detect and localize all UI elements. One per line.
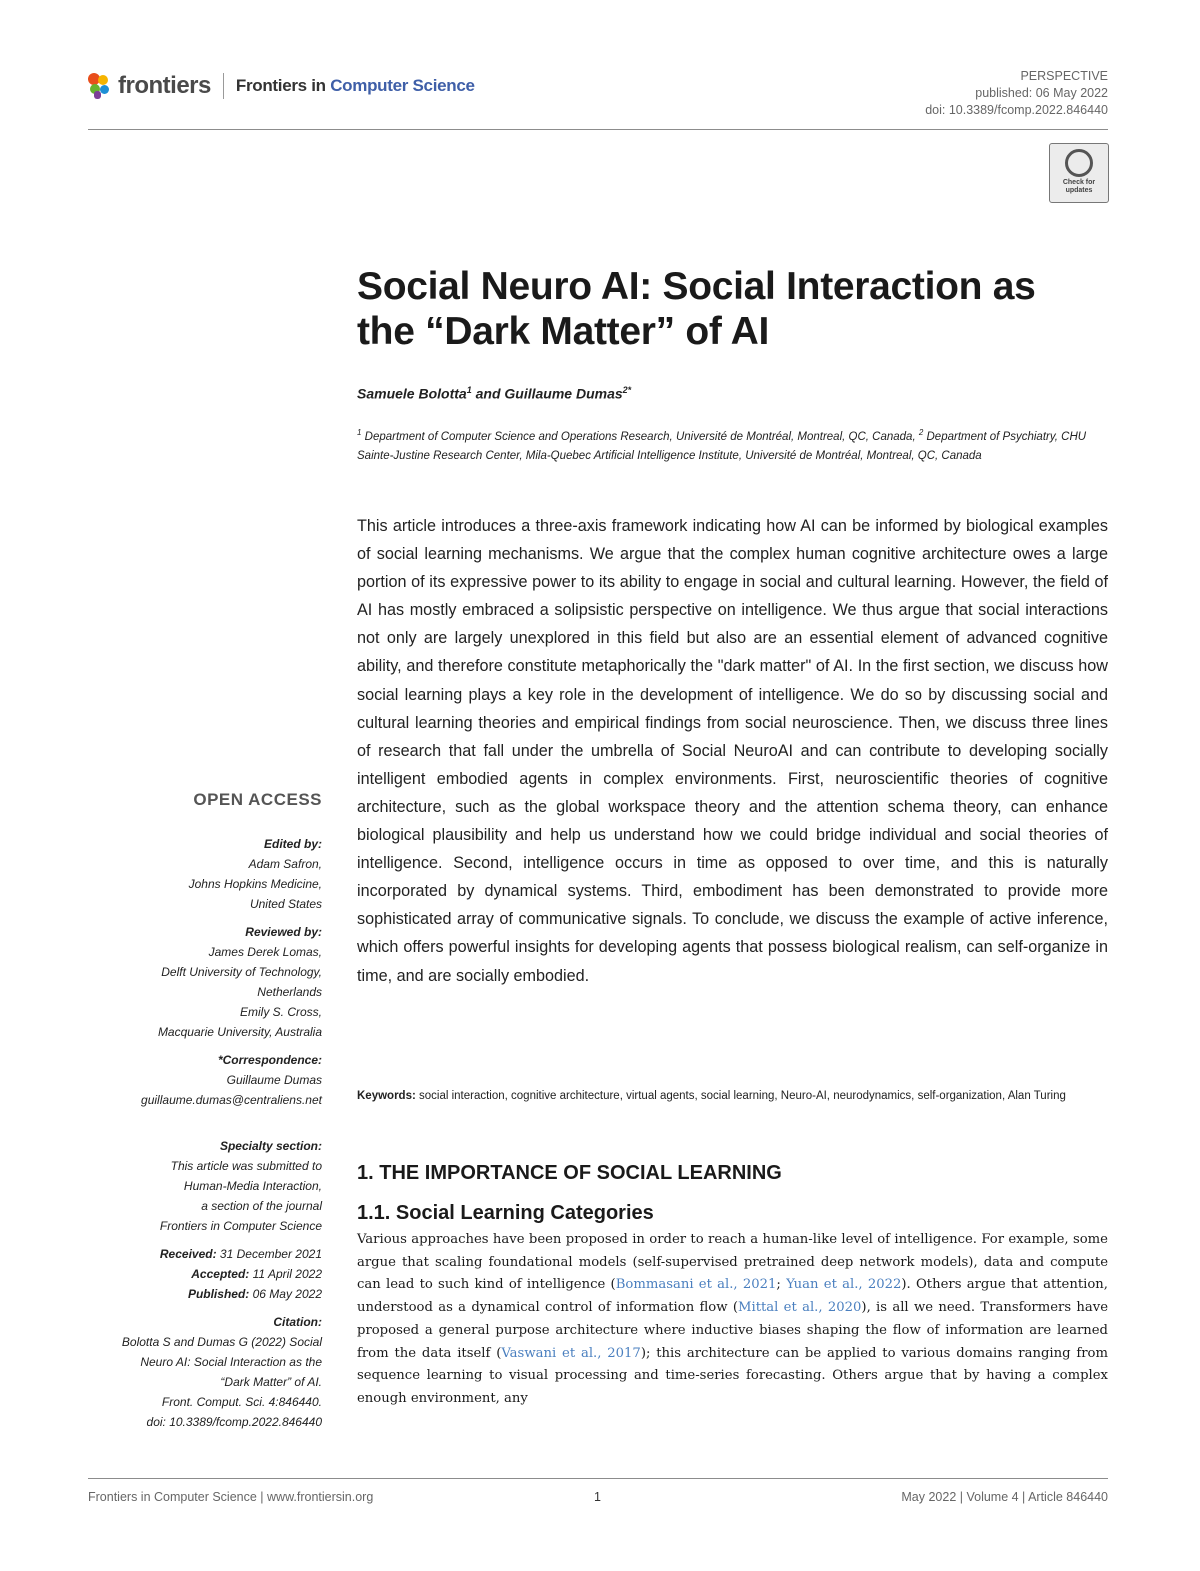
body-text: ;	[776, 1277, 787, 1293]
dates-block	[62, 1244, 322, 1304]
citation-label: Citation:	[273, 1315, 322, 1329]
citation-link[interactable]: Mittal et al., 2020	[737, 1300, 862, 1316]
body-text: ); this architecture can be applied to various domains ranging from sequence learning to visual processing and time-series forecasting. Others argue that by having a complex enough environment, any	[357, 1345, 1109, 1406]
specialty-line: This article was submitted to	[170, 1159, 322, 1173]
received-date	[62, 1244, 322, 1264]
citation-doi[interactable]: doi: 10.3389/fcomp.2022.846440	[146, 1415, 322, 1429]
citation-link[interactable]: Vaswani et al., 2017	[501, 1345, 641, 1361]
title-line-2: the “Dark Matter” of AI	[357, 310, 770, 353]
reviewer-name: Emily S. Cross,	[239, 1005, 322, 1019]
citation-block	[62, 1312, 322, 1432]
footer-divider	[88, 1478, 1108, 1479]
published-date-side	[62, 1284, 322, 1304]
specialty-line: Frontiers in Computer Science	[159, 1219, 322, 1233]
citation-link[interactable]: Yuan et al., 2022	[786, 1277, 902, 1293]
journal-name[interactable]	[236, 76, 475, 96]
title-line-1: Social Neuro AI: Social Interaction as	[357, 265, 1036, 308]
affiliations	[357, 423, 1109, 466]
article-meta	[925, 68, 1108, 119]
affiliation-sup: 2	[918, 428, 924, 437]
subsection-heading: 1.1. Social Learning Categories	[357, 1202, 654, 1224]
body-text: ), is all we need. Transformers have proposed a general purpose architecture where inductive biases shaping the flow of information are learned from the data itself (	[357, 1300, 1109, 1361]
page-header	[88, 68, 1108, 130]
accepted-label: Accepted:	[191, 1267, 250, 1281]
reviewed-by-block	[62, 922, 322, 1042]
specialty-section-label: Specialty section:	[219, 1139, 322, 1153]
author-name[interactable]: Samuele Bolotta	[357, 385, 467, 402]
article-type: PERSPECTIVE	[1020, 69, 1108, 83]
open-access-label: OPEN ACCESS	[193, 790, 322, 809]
footer-journal-link[interactable]: Frontiers in Computer Science | www.frontiersin.org	[88, 1490, 374, 1504]
received-label: Received:	[159, 1247, 217, 1261]
journal-prefix: Frontiers in	[235, 76, 331, 95]
editor-affiliation: Johns Hopkins Medicine,	[188, 877, 322, 891]
citation-line: Neuro AI: Social Interaction as the	[140, 1355, 322, 1369]
editor-name: Adam Safron,	[248, 857, 322, 871]
published-label: Published:	[187, 1287, 250, 1301]
correspondence-label: *Correspondence:	[217, 1053, 322, 1067]
body-text: ). Others argue that attention, understood as a dynamical control of information flow (	[357, 1277, 1108, 1316]
logo-divider	[223, 73, 224, 99]
author-affiliation-sup: 1	[466, 385, 472, 395]
specialty-line: a section of the journal	[201, 1199, 322, 1213]
citation-line: Front. Comput. Sci. 4:846440.	[161, 1395, 322, 1409]
specialty-line: Human-Media Interaction,	[183, 1179, 322, 1193]
check-for-updates-badge[interactable]	[1049, 143, 1109, 203]
check-for-updates-label: Check for updates	[1062, 179, 1096, 194]
frontiers-wordmark: frontiers	[118, 72, 211, 99]
edited-by-block	[62, 834, 322, 914]
footer-issue-info: May 2022 | Volume 4 | Article 846440	[901, 1490, 1108, 1504]
frontiers-logo-icon	[88, 73, 112, 99]
frontiers-logo[interactable]	[88, 72, 475, 100]
author-name[interactable]: Guillaume Dumas	[504, 385, 623, 402]
citation-line: Bolotta S and Dumas G (2022) Social	[121, 1335, 322, 1349]
article-title	[357, 264, 1117, 354]
editor-country: United States	[249, 897, 322, 911]
reviewer-name: James Derek Lomas,	[208, 945, 322, 959]
affiliation-2: Department of Psychiatry, CHU Sainte-Justine Research Center, Mila-Quebec Artificial Intelligence Institute, Université de Montréal, Montreal, QC, Canada	[357, 430, 1087, 462]
keywords-label: Keywords:	[357, 1090, 416, 1102]
published-date: published: 06 May 2022	[975, 86, 1108, 100]
reviewed-by-label: Reviewed by:	[245, 925, 322, 939]
keywords	[357, 1086, 1108, 1106]
reviewer-affiliation: Macquarie University, Australia	[157, 1025, 322, 1039]
affiliation-sup: 1	[357, 428, 362, 437]
citation-line: “Dark Matter” of AI.	[220, 1375, 322, 1389]
received-value: 31 December 2021	[216, 1247, 322, 1261]
author-list	[357, 385, 631, 402]
accepted-date	[62, 1264, 322, 1284]
citation-link[interactable]: Bommasani et al., 2021	[615, 1277, 777, 1293]
reviewer-country: Netherlands	[257, 985, 322, 999]
article-doi[interactable]: doi: 10.3389/fcomp.2022.846440	[925, 103, 1108, 117]
author-separator: and	[471, 385, 505, 402]
correspondence-email[interactable]: guillaume.dumas@centraliens.net	[141, 1093, 322, 1107]
reviewer-affiliation: Delft University of Technology,	[161, 965, 322, 979]
body-text: Various approaches have been proposed in order to reach a human-like level of intelligence. For example, some argue that scaling foundational models (self-supervised pretrained deep network models), data and compute can lead to such kind of intelligence (	[357, 1232, 1108, 1293]
correspondence-block	[62, 1050, 322, 1110]
page-number: 1	[594, 1490, 601, 1504]
check-for-updates-icon	[1065, 149, 1093, 177]
section-heading: 1. THE IMPORTANCE OF SOCIAL LEARNING	[357, 1162, 782, 1184]
specialty-section-block	[62, 1136, 322, 1236]
author-affiliation-sup: 2*	[622, 385, 632, 395]
body-paragraph	[357, 1229, 1108, 1411]
accepted-value: 11 April 2022	[249, 1267, 322, 1281]
journal-name-accent: Computer Science	[330, 76, 475, 95]
header-divider	[88, 129, 1108, 130]
abstract: This article introduces a three-axis framework indicating how AI can be informed by biological examples of social learning mechanisms. We argue that the complex human cognitive architecture owes a large portion of its expressive power to its ability to engage in social and cultural learning. However, the field of AI has mostly embraced a solipsistic perspective on intelligence. We thus argue that social interactions not only are largely unexplored in this field but also are an essential element of advanced cognitive ability, and therefore constitute metaphorically the "dark matter" of AI. In the first section, we discuss how social learning plays a key role in the development of intelligence. We do so by discussing social and cultural learning theories and empirical findings from social neuroscience. Then, we discuss three lines of research that fall under the umbrella of Social NeuroAI and can contribute to developing socially intelligent embodied agents in complex environments. First, neuroscientific theories of cognitive architecture, such as the global workspace theory and the attention schema theory, can enhance biological plausibility and help us understand how we could bridge individual and social theories of intelligence. Second, intelligence occurs in time as opposed to over time, and this is naturally incorporated by dynamical systems. Third, embodiment has been demonstrated to provide more sophisticated array of communicative signals. To conclude, we discuss the example of active inference, which offers powerful insights for developing agents that possess biological realism, can self-organize in time, and are socially embodied.	[357, 517, 1108, 985]
keywords-list: social interaction, cognitive architecture, virtual agents, social learning, Neuro-AI, neurodynamics, self-organization, Alan Turing	[415, 1090, 1066, 1102]
affiliation-1: Department of Computer Science and Operations Research, Université de Montréal, Montreal, QC, Canada,	[361, 430, 919, 443]
edited-by-label: Edited by:	[263, 837, 322, 851]
published-value: 06 May 2022	[249, 1287, 322, 1301]
correspondence-name: Guillaume Dumas	[226, 1073, 322, 1087]
